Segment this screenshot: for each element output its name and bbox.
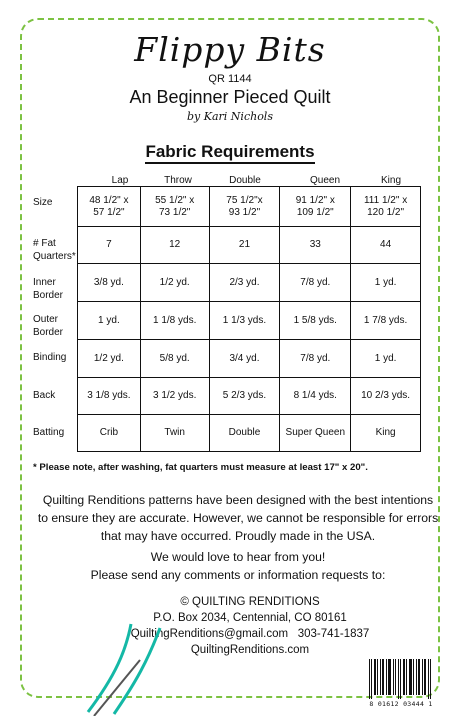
table-cell: 1 yd. (351, 340, 421, 378)
table-cell: 55 1/2" x 73 1/2" (140, 187, 209, 227)
disclaimer-paragraph: Quilting Renditions patterns have been designed with the best intentions to ensure they are accurate. However, we cannot be responsible for errors that may have occurred. Proudly made in the USA. (37, 493, 439, 543)
column-header-king: King (380, 175, 401, 186)
fabric-requirements-table (77, 186, 421, 452)
mailing-address: P.O. Box 2034, Centennial, CO 80161 (153, 612, 347, 624)
table-cell: 21 (209, 227, 280, 264)
row-label-binding: Binding (33, 352, 67, 363)
table-cell: 8 1/4 yds. (280, 378, 351, 415)
table-cell: 33 (280, 227, 351, 264)
column-header-queen: Queen (309, 175, 341, 186)
table-cell: 3/8 yd. (78, 264, 141, 302)
table-cell: 3 1/2 yds. (140, 378, 209, 415)
table-cell: Crib (78, 415, 141, 452)
table-cell: 5 2/3 yds. (209, 378, 280, 415)
table-row (78, 227, 421, 264)
pattern-author: by Kari Nichols (187, 110, 273, 123)
column-header-throw: Throw (164, 175, 192, 186)
table-cell: 1 1/3 yds. (209, 302, 280, 340)
table-cell: 91 1/2" x 109 1/2" (280, 187, 351, 227)
table-cell: 48 1/2" x 57 1/2" (78, 187, 141, 227)
table-cell: 1 5/8 yds. (280, 302, 351, 340)
contact-invitation: We would love to hear from you! Please send any comments or information requests to: (90, 550, 386, 582)
table-cell: King (351, 415, 421, 452)
table-row (78, 378, 421, 415)
table-row (78, 264, 421, 302)
table-cell: 75 1/2"x 93 1/2" (209, 187, 280, 227)
row-label-size: Size (33, 197, 53, 208)
table-cell: 7 (78, 227, 141, 264)
pattern-subtitle: An Beginner Pieced Quilt (129, 87, 331, 107)
website-address: QuiltingRenditions.com (190, 644, 310, 656)
table-cell: 7/8 yd. (280, 264, 351, 302)
table-row (78, 302, 421, 340)
barcode-image (367, 659, 433, 699)
table-cell: 10 2/3 yds. (351, 378, 421, 415)
row-label-back: Back (33, 390, 56, 401)
table-cell: 2/3 yd. (209, 264, 280, 302)
table-cell: 5/8 yd. (140, 340, 209, 378)
column-header-double: Double (229, 175, 261, 186)
table-row (78, 187, 421, 227)
email-address: QuiltingRenditions@gmail.com (130, 628, 289, 640)
table-cell: Super Queen (280, 415, 351, 452)
table-cell: Double (209, 415, 280, 452)
fat-quarter-note: * Please note, after washing, fat quarters must measure at least 17" x 20". (33, 462, 368, 473)
table-cell: 3/4 yd. (209, 340, 280, 378)
column-header-lap: Lap (111, 175, 129, 186)
table-cell: 44 (351, 227, 421, 264)
row-label-inner-border: Inner Border (33, 277, 64, 301)
table-cell: 3 1/8 yds. (78, 378, 141, 415)
barcode-number: 8 01612 03444 1 (369, 700, 433, 708)
row-label-fat-quarters: # Fat Quarters* (33, 238, 76, 262)
pattern-title: Flippy Bits (134, 30, 326, 69)
table-cell: 111 1/2" x 120 1/2" (351, 187, 421, 227)
table-row (78, 340, 421, 378)
phone-number: 303-741-1837 (297, 628, 370, 640)
table-cell: 1 yd. (351, 264, 421, 302)
company-name: © QUILTING RENDITIONS (180, 596, 320, 608)
table-row (78, 415, 421, 452)
table-cell: 1/2 yd. (140, 264, 209, 302)
table-cell: 1 7/8 yds. (351, 302, 421, 340)
table-cell: 1/2 yd. (78, 340, 141, 378)
table-cell: 7/8 yd. (280, 340, 351, 378)
table-cell: 12 (140, 227, 209, 264)
row-label-batting: Batting (33, 427, 65, 438)
fabric-requirements-heading: Fabric Requirements (0, 142, 460, 162)
row-label-outer-border: Outer Border (33, 314, 64, 338)
table-cell: Twin (140, 415, 209, 452)
table-cell: 1 yd. (78, 302, 141, 340)
table-cell: 1 1/8 yds. (140, 302, 209, 340)
needle-thread-illustration (86, 620, 186, 716)
pattern-code: QR 1144 (208, 73, 252, 85)
